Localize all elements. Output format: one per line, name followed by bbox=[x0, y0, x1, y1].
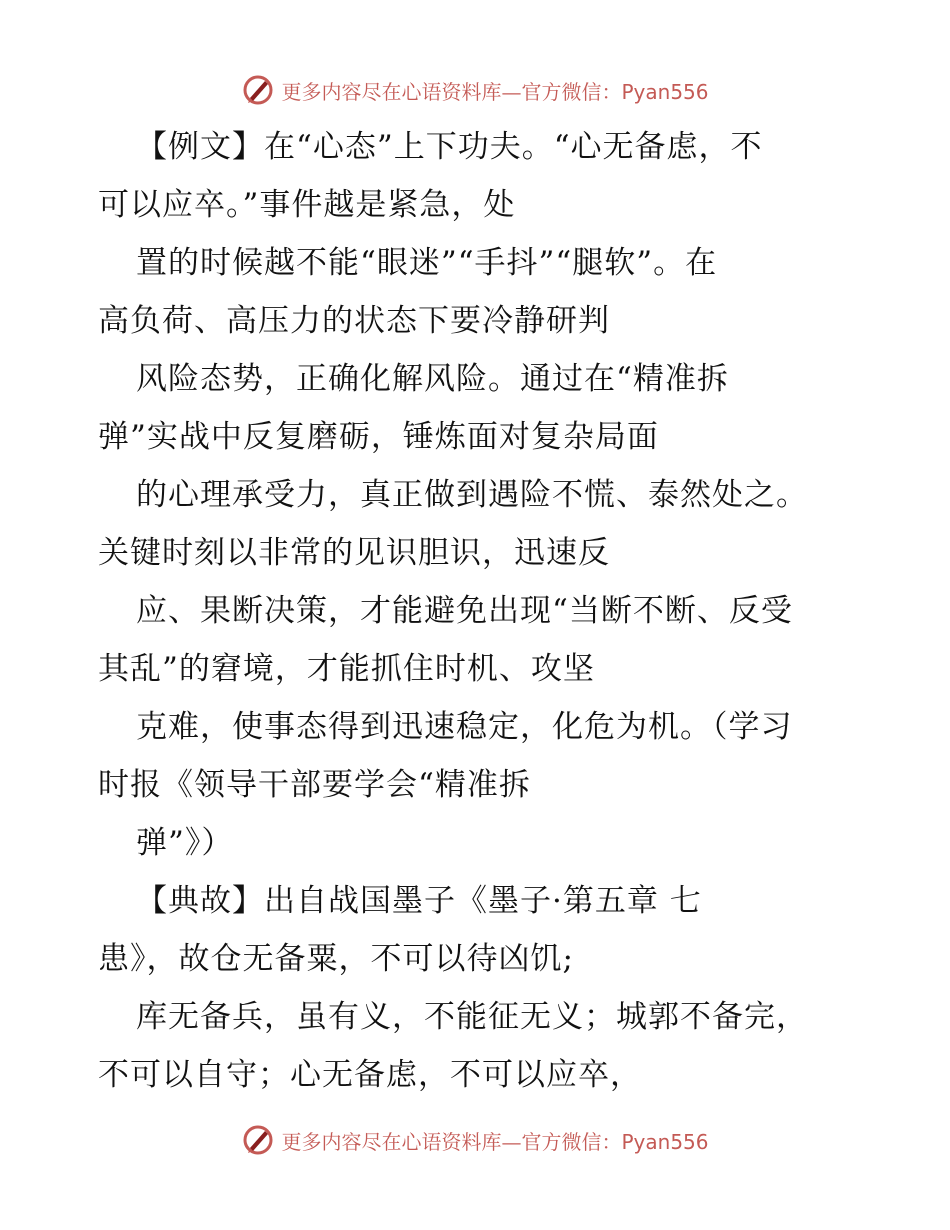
text-line: 患》，故仓无备粟，不可以待凶饥; bbox=[98, 941, 574, 977]
pen-logo-icon bbox=[241, 73, 275, 107]
text-line: 置的时候越不能“眼迷”“手抖”“腿软”。在 bbox=[136, 245, 718, 281]
pen-logo-icon bbox=[241, 1123, 275, 1157]
watermark-caption: 更多内容尽在心语资料库—官方微信： bbox=[281, 79, 622, 104]
watermark-caption: 更多内容尽在心语资料库—官方微信： bbox=[281, 1129, 622, 1154]
text-line: 【例文】在“心态”上下功夫。“心无备虑，不 bbox=[136, 129, 763, 165]
text-line: 其乱”的窘境，才能抓住时机、攻坚 bbox=[98, 651, 595, 687]
text-line: 不可以自守；心无备虑，不可以应卒， bbox=[98, 1057, 642, 1093]
body-text bbox=[98, 118, 858, 1104]
text-line: 的心理承受力，真正做到遇险不慌、泰然处之。 bbox=[136, 477, 808, 513]
header-watermark bbox=[0, 70, 950, 110]
text-line: 高负荷、高压力的状态下要冷静研判 bbox=[98, 303, 610, 339]
text-line: 关键时刻以非常的见识胆识，迅速反 bbox=[98, 535, 610, 571]
watermark-wechat-id: Pyan556 bbox=[621, 1129, 709, 1154]
watermark-text bbox=[281, 1126, 708, 1155]
text-line: 【典故】出自战国墨子《墨子·第五章 七 bbox=[136, 883, 702, 919]
footer-watermark bbox=[0, 1120, 950, 1160]
text-line: 应、果断决策，才能避免出现“当断不断、反受 bbox=[136, 593, 793, 629]
text-line: 风险态势，正确化解风险。通过在“精准拆 bbox=[136, 361, 729, 397]
text-line: 时报《领导干部要学会“精准拆 bbox=[98, 767, 531, 803]
text-line: 弹”》） bbox=[136, 825, 234, 861]
text-line: 克难，使事态得到迅速稳定，化危为机。（学习 bbox=[136, 709, 793, 745]
watermark-text bbox=[281, 76, 708, 105]
text-line: 库无备兵，虽有义，不能征无义；城郭不备完， bbox=[136, 999, 808, 1035]
watermark-wechat-id: Pyan556 bbox=[621, 79, 709, 104]
text-line: 弹”实战中反复磨砺，锤炼面对复杂局面 bbox=[98, 419, 659, 455]
text-line: 可以应卒。”事件越是紧急，处 bbox=[98, 187, 516, 223]
